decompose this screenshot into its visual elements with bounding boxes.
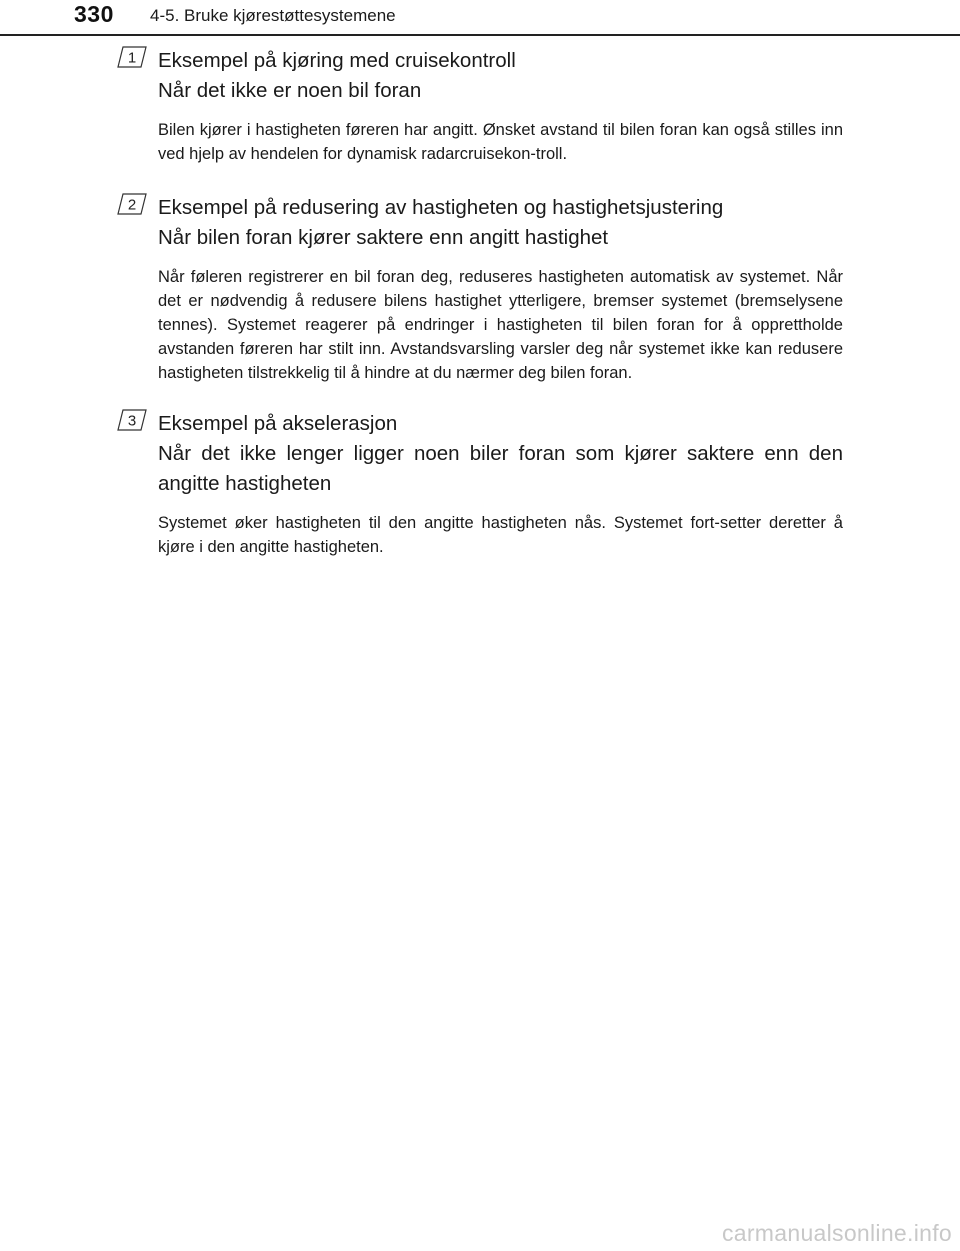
- step-badge-shape: [117, 409, 147, 431]
- step-2: [117, 193, 843, 385]
- step-badge-shape: [117, 46, 147, 68]
- step-1: [117, 46, 843, 166]
- step-heading-line1: Eksempel på redusering av hastigheten og hastighetsjustering: [158, 196, 724, 219]
- step-number: 3: [127, 412, 137, 430]
- watermark: carmanualsonline.info: [721, 1220, 952, 1246]
- step-heading-line2: Når bilen foran kjører saktere enn angitt hastighet: [158, 226, 609, 249]
- step-3: [117, 409, 843, 559]
- step-heading-line1: Eksempel på akselerasjon: [158, 412, 398, 435]
- step-number-badge-3: [117, 409, 147, 431]
- step-heading: [158, 46, 843, 106]
- step-number: 2: [127, 196, 137, 214]
- step-number: 1: [127, 49, 137, 67]
- header-divider: [0, 34, 960, 36]
- step-heading-line1: Eksempel på kjøring med cruisekontroll: [158, 49, 516, 72]
- step-heading-line2: Når det ikke lenger ligger noen biler foran som kjører saktere enn den angitte hastigheten: [158, 442, 843, 495]
- step-body-text: Når føleren registrerer en bil foran deg, reduseres hastigheten automatisk av systemet. Når det er nødvendig å redusere bilens hastighet ytterligere, bremser systemet (bremselysene tennes). Systemet reagerer på endringer i hastigheten til bilen foran for å opprettholde avstanden føreren har stilt inn. Avstandsvarsling varsler deg når systemet ikke kan redusere hastigheten tilstrekkelig til å hindre at du nærmer deg bilen foran.: [158, 268, 843, 382]
- step-badge-shape: [117, 193, 147, 215]
- step-body-text: Systemet øker hastigheten til den angitte hastigheten nås. Systemet fort-setter deretter å kjøre i den angitte hastigheten.: [158, 514, 843, 556]
- step-number-badge-2: [117, 193, 147, 215]
- step-body-text: Bilen kjører i hastigheten føreren har angitt. Ønsket avstand til bilen foran kan også stilles inn ved hjelp av hendelen for dynamisk radarcruisekon-troll.: [158, 121, 843, 163]
- step-heading: [158, 409, 843, 499]
- section-title: 4-5. Bruke kjørestøttesystemene: [150, 6, 396, 25]
- step-number-badge-1: [117, 46, 147, 68]
- step-heading: [158, 193, 843, 253]
- page-number: 330: [74, 1, 114, 27]
- step-heading-line2: Når det ikke er noen bil foran: [158, 79, 422, 102]
